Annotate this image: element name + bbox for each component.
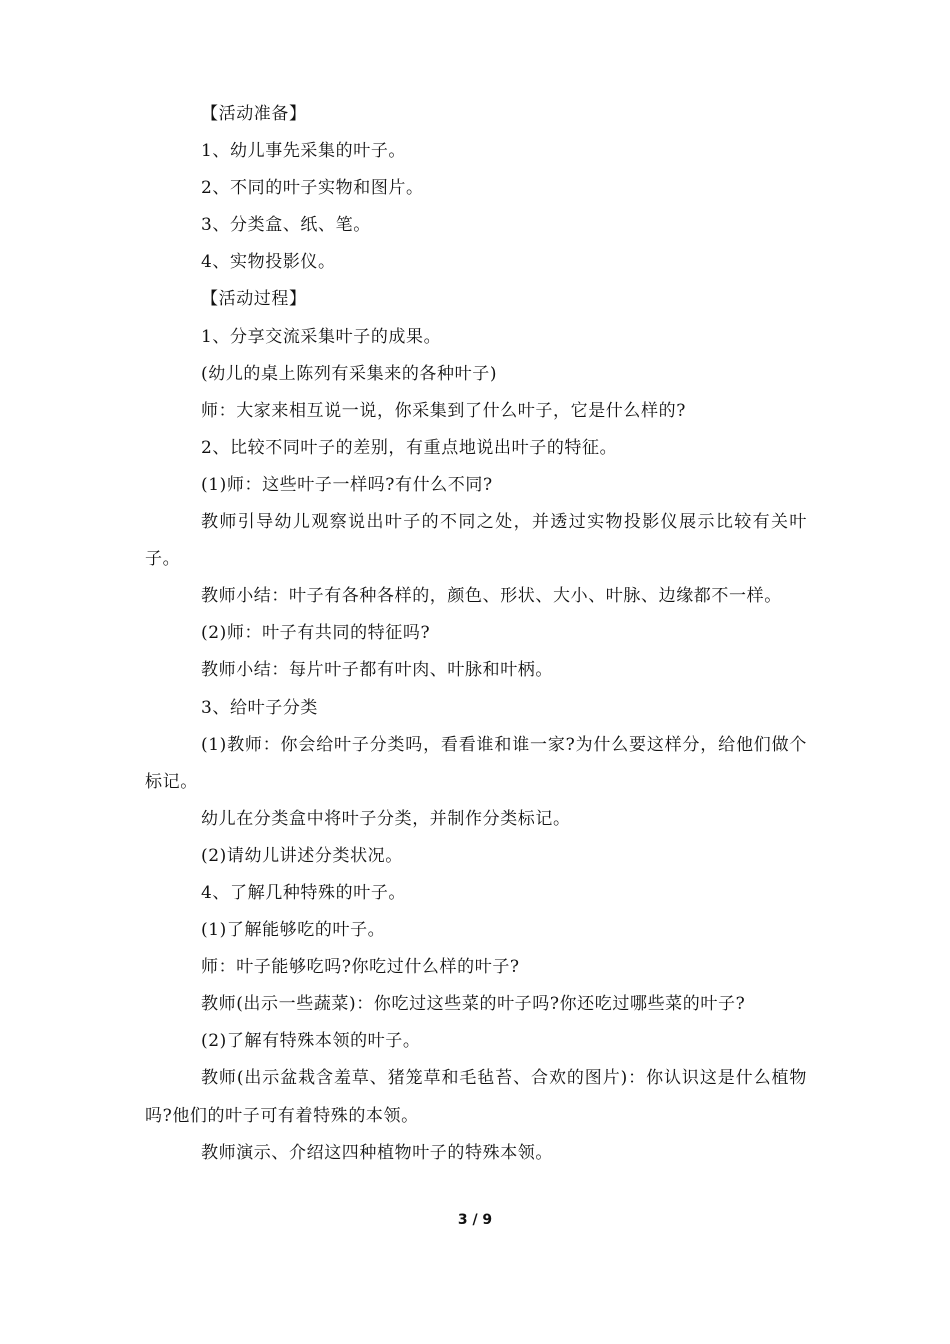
paragraph: 教师小结：每片叶子都有叶肉、叶脉和叶柄。 — [201, 660, 553, 681]
paragraph: (2)师：叶子有共同的特征吗? — [201, 623, 431, 644]
paragraph: 1、幼儿事先采集的叶子。 — [201, 141, 407, 162]
paragraph: 2、不同的叶子实物和图片。 — [201, 178, 424, 199]
paragraph: (1)教师：你会给叶子分类吗，看看谁和谁一家?为什么要这样分，给他们做个标记。 — [145, 734, 807, 792]
paragraph: 3、给叶子分类 — [201, 697, 319, 718]
paragraph: 2、比较不同叶子的差别，有重点地说出叶子的特征。 — [201, 437, 618, 458]
paragraph: 4、了解几种特殊的叶子。 — [201, 882, 407, 903]
paragraph: (2)了解有特殊本领的叶子。 — [201, 1031, 421, 1052]
paragraph: 教师小结：叶子有各种各样的，颜色、形状、大小、叶脉、边缘都不一样。 — [201, 586, 782, 607]
paragraph: (2)请幼儿讲述分类状况。 — [201, 845, 403, 866]
paragraph: 教师(出示盆栽含羞草、猪笼草和毛毡苔、合欢的图片)：你认识这是什么植物吗?他们的叶子可有着特殊的本领。 — [145, 1068, 807, 1126]
paragraph: 教师(出示一些蔬菜)：你吃过这些菜的叶子吗?你还吃过哪些菜的叶子? — [201, 994, 746, 1015]
paragraph: 教师演示、介绍这四种植物叶子的特殊本领。 — [201, 1142, 553, 1163]
paragraph: 教师引导幼儿观察说出叶子的不同之处，并透过实物投影仪展示比较有关叶子。 — [145, 512, 807, 570]
paragraph: (幼儿的桌上陈列有采集来的各种叶子) — [201, 363, 498, 384]
page-number: 3 / 9 — [457, 1212, 493, 1228]
document-body — [145, 96, 807, 1172]
paragraph: 4、实物投影仪。 — [201, 252, 336, 273]
paragraph: 师：大家来相互说一说，你采集到了什么叶子，它是什么样的? — [201, 400, 686, 421]
paragraph: (1)了解能够吃的叶子。 — [201, 920, 386, 941]
paragraph: (1)师：这些叶子一样吗?有什么不同? — [201, 474, 493, 495]
paragraph: 1、分享交流采集叶子的成果。 — [201, 326, 442, 347]
section-heading-preparation: 【活动准备】 — [201, 104, 307, 124]
section-heading-process: 【活动过程】 — [201, 289, 307, 310]
paragraph: 幼儿在分类盒中将叶子分类，并制作分类标记。 — [201, 808, 571, 829]
paragraph: 师：叶子能够吃吗?你吃过什么样的叶子? — [201, 957, 520, 978]
paragraph: 3、分类盒、纸、笔。 — [201, 215, 371, 236]
